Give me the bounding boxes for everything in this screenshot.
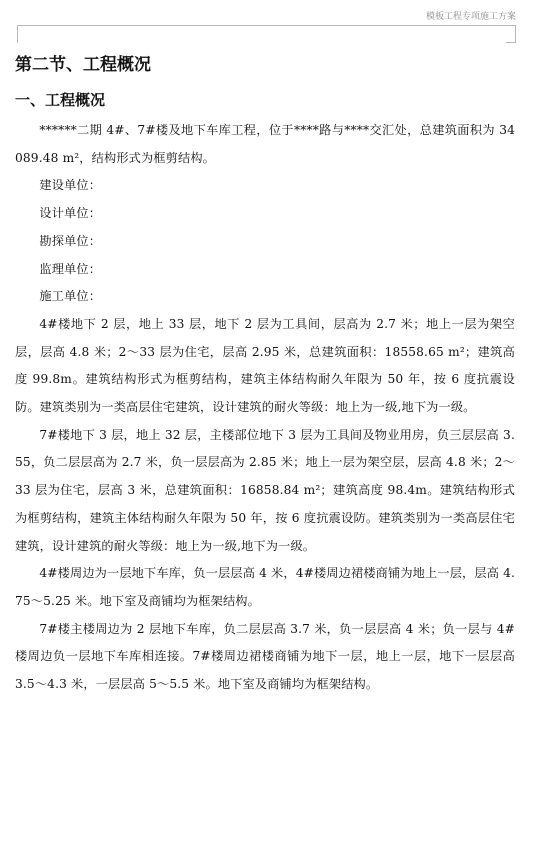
paragraph-building-4: 4#楼地下 2 层，地上 33 层，地下 2 层为工具间，层高为 2.7 米；地上一层为架空层，层高 4.8 米；2～33 层为住宅，层高 2.95 米，总建筑面积：18558.65 m²；建筑高度 99.8m。建筑结构形式为框剪结构，建筑主体结构耐久年限为 50 年，按 6 度抗震设防。建筑类别为一类高层住宅建筑，设计建筑的耐火等级：地上为一级,地下为一级。 <box>15 316 515 415</box>
body-text <box>15 117 515 699</box>
document-body <box>15 50 515 699</box>
subsection-title: 一、工程概况 <box>15 91 106 109</box>
paragraph-construction-unit: 建设单位： <box>39 178 102 193</box>
paragraph-supervision-unit: 监理单位： <box>39 261 102 276</box>
corner-mark-right <box>515 25 516 43</box>
paragraph-design-unit: 设计单位： <box>39 206 102 221</box>
header-rule <box>17 25 516 26</box>
paragraph-building-7: 7#楼地下 3 层，地上 32 层，主楼部位地下 3 层为工具间及物业用房，负三层层高 3.55，负二层层高为 2.7 米，负一层层高为 2.85 米；地上一层为架空层，层高 4.8 米；2～33 层为住宅，层高 3 米，总建筑面积：16858.84 m²；建筑高度 98.4m。建筑结构形式为框剪结构，建筑主体结构耐久年限为 50 年，按 6 度抗震设防。建筑类别为一类高层住宅建筑，设计建筑的耐火等级：地上为一级,地下为一级。 <box>15 427 515 553</box>
paragraph-project-overview: ******二期 4#、7#楼及地下车库工程，位于****路与****交汇处，总建筑面积为 34089.48 m²，结构形式为框剪结构。 <box>15 123 515 165</box>
corner-tick-right <box>506 42 516 43</box>
page-header <box>0 0 556 46</box>
paragraph-survey-unit: 勘探单位： <box>39 233 102 248</box>
section-title: 第二节、工程概况 <box>15 55 151 75</box>
header-title: 模板工程专项施工方案 <box>425 12 516 22</box>
corner-mark-left <box>17 25 18 43</box>
paragraph-building-7-garage: 7#楼主楼周边为 2 层地下车库，负二层层高 3.7 米，负一层层高 4 米；负一层与 4#楼周边负一层地下车库相连接。7#楼周边裙楼商铺为地下一层，地上一层，地下一层层高 3.5～4.3 米，一层层高 5～5.5 米。地下室及商铺均为框架结构。 <box>15 621 515 692</box>
paragraph-building-4-garage: 4#楼周边为一层地下车库，负一层层高 4 米，4#楼周边裙楼商铺为地上一层，层高 4.75～5.25 米。地下室及商铺均为框架结构。 <box>15 566 515 608</box>
paragraph-contractor-unit: 施工单位： <box>39 289 102 304</box>
